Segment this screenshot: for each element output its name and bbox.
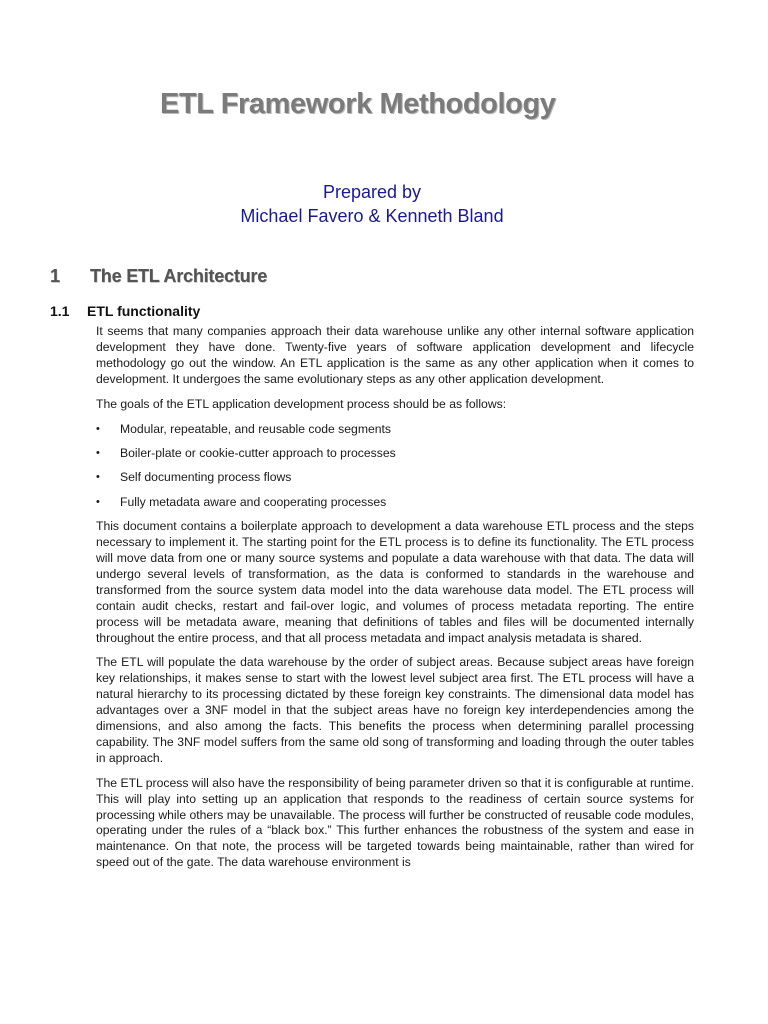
paragraph-goals-lead: The goals of the ETL application development process should be as follows: xyxy=(96,396,507,411)
prepared-by-block xyxy=(0,180,744,228)
list-item xyxy=(96,470,694,486)
list-item-text: Modular, repeatable, and reusable code segments xyxy=(120,421,392,436)
subsection-number: 1.1 xyxy=(50,303,70,319)
list-item xyxy=(96,495,694,511)
paragraph-parameter-driven: The ETL process will also have the responsibility of being parameter driven so that it is configurable at runtime. This will play into setting up an application that responds to the readiness of certain source systems for processing while others may be unavailable. The process will further be constructed of reusable code modules, operating under the rules of a “black box.” This further enhances the robustness of the system and ease in maintenance. On that note, the process will be targeted towards being maintainable, rather than wired for speed out of the gate. The data warehouse environment is xyxy=(96,775,694,870)
section-heading xyxy=(50,266,267,287)
body-text xyxy=(96,324,694,880)
bullet-icon: • xyxy=(96,422,100,435)
goals-list xyxy=(96,422,694,511)
subsection-title: ETL functionality xyxy=(87,303,201,319)
paragraph-intro: It seems that many companies approach their data warehouse unlike any other internal software application development they have done. Twenty-five years of software application development and lifecycle methodology go out the window. An ETL application is the same as any other application when it comes to development. It undergoes the same evolutionary steps as any other application development. xyxy=(96,324,694,386)
list-item-text: Fully metadata aware and cooperating processes xyxy=(120,494,387,509)
list-item xyxy=(96,422,694,438)
section-title: The ETL Architecture xyxy=(90,266,268,286)
list-item-text: Boiler-plate or cookie-cutter approach to processes xyxy=(120,445,396,460)
list-item-text: Self documenting process flows xyxy=(120,470,292,485)
list-item xyxy=(96,446,694,462)
paragraph-subject-areas: The ETL will populate the data warehouse by the order of subject areas. Because subject areas have foreign key relationships, it makes sense to start with the lowest level subject area first. The ETL process will have a natural hierarchy to its processing dictated by these foreign key constraints. The dimensional data model has advantages over a 3NF model in that the subject areas have no foreign key interdependencies among the dimensions, and also among the facts. This benefits the process when determining parallel processing capability. The 3NF model suffers from the same old song of transforming and loading through the outer tables in approach. xyxy=(96,655,694,765)
section-number: 1 xyxy=(50,266,60,286)
bullet-icon: • xyxy=(96,471,100,484)
subsection-heading xyxy=(50,303,200,319)
document-title: ETL Framework Methodology xyxy=(160,88,556,120)
bullet-icon: • xyxy=(96,495,100,508)
bullet-icon: • xyxy=(96,446,100,459)
authors: Michael Favero & Kenneth Bland xyxy=(240,206,504,226)
paragraph-functionality: This document contains a boilerplate approach to development a data warehouse ETL process and the steps necessary to implement it. The starting point for the ETL process is to define its functionality. The ETL process will move data from one or many source systems and populate a data warehouse with that data. The data will undergo several levels of transformation, as the data is conformed to standards in the warehouse and transformed from the source system data model into the data warehouse data model. The ETL process will contain audit checks, restart and fail-over logic, and volumes of process metadata reporting. The entire process will be metadata aware, meaning that definitions of tables and files will be documented internally throughout the entire process, and that all process metadata and impact analysis metadata is shared. xyxy=(96,519,694,645)
prepared-by-label: Prepared by xyxy=(322,182,422,202)
